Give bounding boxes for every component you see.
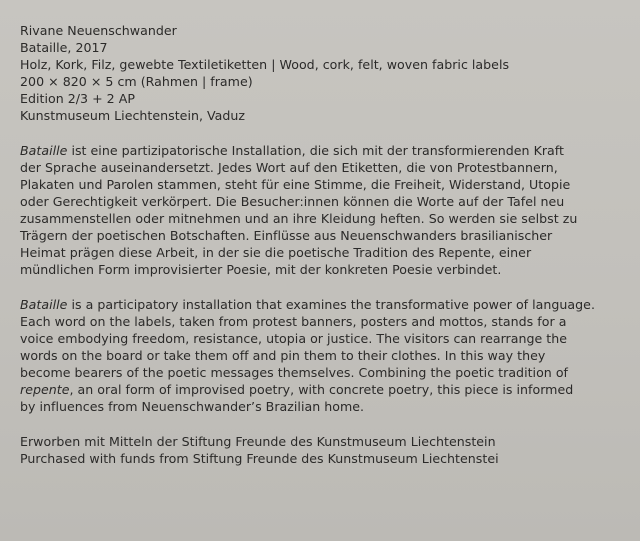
artwork-title-year: Bataille, 2017: [20, 40, 108, 55]
german-line: zusammenstellen oder mitnehmen und an ihre Kleidung heften. So werden sie selbst zu: [20, 211, 578, 226]
german-line: oder Gerechtigkeit verkörpert. Die Besucher:innen können die Worte auf der Tafel neu: [20, 194, 565, 209]
artwork-metadata: [20, 22, 630, 124]
german-line: mündlichen Form improvisierter Poesie, mit der konkreten Poesie verbindet.: [20, 262, 502, 277]
term-italic: repente: [20, 382, 70, 397]
german-line: der Sprache auseinandersetzt. Jedes Wort auf den Etiketten, die von Protestbannern,: [20, 160, 558, 175]
artwork-dimensions: 200 × 820 × 5 cm (Rahmen | frame): [20, 74, 253, 89]
english-line: voice embodying freedom, resistance, utopia or justice. The visitors can rearrange the: [20, 331, 568, 346]
english-line: Bataille is a participatory installation that examines the transformative power of language.: [20, 297, 595, 312]
credit-line-de: Erworben mit Mitteln der Stiftung Freunde des Kunstmuseum Liechtenstein: [20, 434, 496, 449]
artwork-edition: Edition 2/3 + 2 AP: [20, 91, 135, 106]
acquisition-credit: [20, 433, 630, 467]
artwork-collection: Kunstmuseum Liechtenstein, Vaduz: [20, 108, 246, 123]
credit-line-en: Purchased with funds from Stiftung Freunde des Kunstmuseum Liechtenstei: [20, 451, 499, 466]
english-description: [20, 296, 630, 415]
title-italic: Bataille: [20, 143, 68, 158]
german-line: Bataille ist eine partizipatorische Installation, die sich mit der transformierenden Kraft: [20, 143, 564, 158]
title-italic: Bataille: [20, 297, 68, 312]
german-description: [20, 142, 630, 278]
german-line: Heimat prägen diese Arbeit, in der sie die poetische Tradition des Repente, einer: [20, 245, 532, 260]
english-line: become bearers of the poetic messages themselves. Combining the poetic tradition of: [20, 365, 568, 380]
english-line: Each word on the labels, taken from protest banners, posters and mottos, stands for a: [20, 314, 567, 329]
english-line: by influences from Neuenschwander’s Brazilian home.: [20, 399, 365, 414]
english-line: repente, an oral form of improvised poetry, with concrete poetry, this piece is informed: [20, 382, 574, 397]
artist-name: Rivane Neuenschwander: [20, 23, 177, 38]
artwork-materials: Holz, Kork, Filz, gewebte Textiletiketten | Wood, cork, felt, woven fabric labels: [20, 57, 510, 72]
german-line: Plakaten und Parolen stammen, steht für eine Stimme, die Freiheit, Widerstand, Utopie: [20, 177, 571, 192]
english-line: words on the board or take them off and pin them to their clothes. In this way they: [20, 348, 546, 363]
german-line: Trägern der poetischen Botschaften. Einflüsse aus Neuenschwanders brasilianischer: [20, 228, 553, 243]
